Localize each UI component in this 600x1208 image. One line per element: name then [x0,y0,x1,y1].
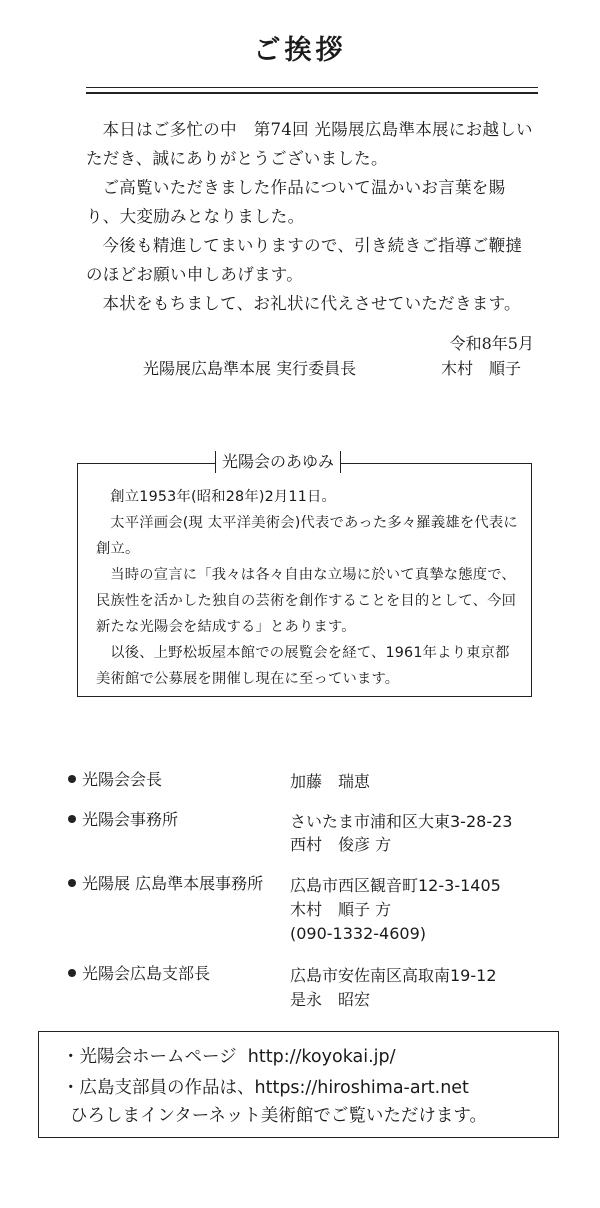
info-value-exhibition-contact: 木村 順子 方 [290,900,392,919]
signature-name: 木村 順子 [441,359,522,378]
bullet-icon [68,775,76,783]
signature-date: 令和8年5月 [449,334,534,353]
bullet-icon [68,969,76,977]
history-paragraph: 当時の宣言に「我々は各々自由な立場に於いて真摯な態度で、民族性を活かした独自の芸術を創作することを目的として、今回新たな光陽会を結成する」とあります。 [96,567,517,635]
greeting-paragraph: 本状をもちまして、お礼状に代えさせていただきます。 [102,294,521,313]
history-paragraph: 太平洋画会(現 太平洋美術会)代表であった多々羅義雄を代表に創立。 [96,515,518,557]
info-value-exhibition-address: 広島市西区観音町12-3-1405 [290,876,501,895]
title-rule-thick [86,92,538,94]
info-value-office-contact: 西村 俊彦 方 [290,835,392,854]
greeting-paragraph: 本日はご多忙の中 第74回 光陽展広島準本展にお越しいただき、誠にありがとうございました。 [86,120,533,168]
history-paragraph: 以後、上野松坂屋本館での展覧会を経て、1961年より東京都美術館で公募展を開催し現在に至っています。 [96,645,510,687]
info-label-president: 光陽会会長 [68,768,162,791]
title-rule-thin [86,87,538,88]
homepage-label: ・光陽会ホームページ [62,1047,237,1067]
info-label-office: 光陽会事務所 [68,808,178,831]
info-label-exhibition-office: 光陽展 広島準本展事務所 [68,872,263,895]
homepage-line [62,1043,396,1068]
greeting-paragraph: ご高覧いただきました作品について温かいお言葉を賜り、大変励みとなりました。 [86,178,506,226]
history-text [96,484,520,692]
info-value-branch-name: 是永 昭宏 [290,990,371,1009]
info-value-exhibition-phone: (090-1332-4609) [290,924,427,943]
signature-organization: 光陽展広島準本展 実行委員長 [143,359,357,378]
branch-line [62,1074,469,1099]
bullet-icon [68,815,76,823]
history-title: 光陽会のあゆみ [215,451,341,473]
bullet-icon [68,879,76,887]
info-label-branch: 光陽会広島支部長 [68,962,210,985]
homepage-link[interactable]: http://koyokai.jp/ [247,1047,396,1067]
greeting-paragraph: 今後も精進してまいりますので、引き続きご指導ご鞭撻のほどお願い申しあげます。 [86,236,523,284]
page-title: ご挨拶 [253,35,347,66]
info-value-president: 加藤 瑞恵 [290,772,371,791]
branch-line-2: ひろしまインターネット美術館でご覧いただけます。 [70,1106,488,1126]
branch-link[interactable]: https://hiroshima-art.net [254,1078,469,1098]
history-paragraph: 創立1953年(昭和28年)2月11日。 [110,489,336,505]
greeting-text [86,115,538,318]
signature-line [143,356,535,379]
info-value-branch-address: 広島市安佐南区高取南19-12 [290,966,497,985]
info-value-office-address: さいたま市浦和区大東3-28-23 [290,812,513,831]
branch-text: ・広島支部員の作品は、 [62,1078,255,1098]
